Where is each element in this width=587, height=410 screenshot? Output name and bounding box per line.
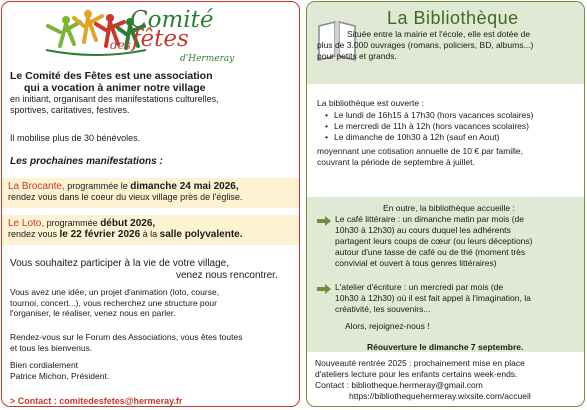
event-loto-date: début 2026, xyxy=(100,218,156,229)
event-brocante xyxy=(8,181,296,203)
forum-paragraph xyxy=(10,332,295,353)
library-intro xyxy=(317,29,577,62)
intro-line-1: Le Comité des Fêtes est une association xyxy=(10,70,213,82)
volunteers-text: Il mobilise plus de 30 bénévoles. xyxy=(10,133,141,143)
event-brocante-location: rendez vous dans le coeur du vieux village près de l'église. xyxy=(8,192,243,202)
participate-line-2: venez nous rencontrer. xyxy=(176,270,278,281)
membership-line-2: couvrant la période de septembre à juillet. xyxy=(317,157,475,167)
intro-heading xyxy=(10,70,295,94)
also-hosts-title: En outre, la bibliothèque accueille : xyxy=(383,203,515,213)
news-text xyxy=(315,358,580,380)
intro-line-2: qui a vocation à animer notre village xyxy=(24,82,206,94)
cafe-litteraire xyxy=(335,214,578,269)
atelier-line-2: 10h30 à 12h30) où il est fait appel à l'imagination, la xyxy=(335,293,531,303)
news-line-1: Nouveauté rentrée 2025 : prochainement mise en place xyxy=(315,358,525,368)
signature-line-2: Patrice Michon, Président. xyxy=(10,370,110,381)
comite-panel xyxy=(1,1,300,407)
event-loto-l2c: à la xyxy=(140,229,160,239)
library-contact xyxy=(315,380,580,402)
atelier-line-3: créativité, les souvenirs... xyxy=(335,304,431,314)
intro-text-line-2: sportives, caritatives, festives. xyxy=(10,105,130,115)
logo-text-hermeray: d'Hermeray xyxy=(180,54,235,64)
idea-line-1: Vous avez une idée, un projet d'animation (loto, course, xyxy=(10,287,220,297)
hours-monday: • Le lundi de 16h15 à 17h30 (hors vacances scolaires) xyxy=(325,110,580,121)
event-loto-name: Le Loto, xyxy=(8,218,45,229)
cafe-line-1: Le café littéraire : un dimanche matin par mois (de xyxy=(335,214,524,224)
event-loto-l2d: salle polyvalente. xyxy=(159,229,243,240)
library-intro-line-1: Située entre la mairie et l'école, elle est dotée de xyxy=(347,29,531,39)
intro-text xyxy=(10,94,295,116)
forum-line-2: et tous les bienvenus. xyxy=(10,342,93,353)
idea-line-2: tournoi, concert...), vous recherchez une structure pour xyxy=(10,297,217,308)
join-us-text: Alors, rejoignez-nous ! xyxy=(345,321,430,331)
logo-text-des: des xyxy=(110,38,131,52)
event-loto-l2b: le 22 février 2026 xyxy=(59,229,141,240)
library-panel xyxy=(306,1,585,407)
cafe-line-3: partagent leurs coups de cœur (ou leurs déceptions) xyxy=(335,236,533,246)
library-title: La Bibliothèque xyxy=(387,8,519,28)
hours-sunday: • Le dimanche de 10h30 à 12h (sauf en Aout) xyxy=(325,132,580,143)
event-loto xyxy=(8,218,296,240)
opening-hours-list xyxy=(325,110,580,143)
event-loto-l2a: rendez vous xyxy=(8,229,60,239)
event-brocante-mid: programmée le xyxy=(64,181,131,191)
library-contact-website[interactable]: https://bibliothequehermeray.wixsite.com/accueil xyxy=(349,391,531,401)
arrow-right-icon xyxy=(317,284,331,294)
library-contact-email[interactable]: Contact : bibliotheque.hermeray@gmail.com xyxy=(315,380,483,390)
reopening-text: Réouverture le dimanche 7 septembre. xyxy=(367,342,524,352)
news-line-2: d'ateliers lecture pour les enfants certains week-ends. xyxy=(315,369,518,379)
cafe-line-2: 10h30 à 12h30) au cours duquel les adhérents xyxy=(335,225,511,235)
hours-wednesday: • Le mercredi de 11h à 12h (hors vacances scolaires) xyxy=(325,121,580,132)
upcoming-events-title: Les prochaines manifestations : xyxy=(10,156,163,167)
membership-line-1: moyennant une cotisation annuelle de 10 € par famille, xyxy=(317,146,524,156)
event-brocante-name: La Brocante, xyxy=(8,181,65,192)
membership-text xyxy=(317,146,577,168)
cafe-line-4: autour d'une tasse de café ou de thé (moment très xyxy=(335,247,526,257)
logo-text-comite: Comité xyxy=(130,7,214,33)
participate-line-1: Vous souhaitez participer à la vie de votre village, xyxy=(10,258,230,269)
opening-title: La bibliothèque est ouverte : xyxy=(317,98,424,108)
library-intro-line-3: pour petits et grands. xyxy=(317,51,397,61)
signature-line-1: Bien cordialement xyxy=(10,360,79,370)
arrow-right-icon xyxy=(317,216,331,226)
idea-line-3: l'organiser, le réaliser, venez nous en parler. xyxy=(10,308,176,318)
library-intro-line-2: plus de 3.000 ouvrages (romans, policiers, BD, albums...) xyxy=(317,40,534,50)
idea-paragraph xyxy=(10,287,295,319)
event-loto-mid: programmée xyxy=(44,218,101,228)
signature xyxy=(10,360,295,381)
atelier-line-1: L'atelier d'écriture : un mercredi par mois (de xyxy=(335,282,504,292)
cafe-line-5: convivial et ouvert à tous genres littéraires) xyxy=(335,258,497,268)
intro-text-line-1: en initiant, organisant des manifestations culturelles, xyxy=(10,94,219,104)
event-brocante-date: dimanche 24 mai 2026, xyxy=(130,181,239,192)
forum-line-1: Rendez-vous sur le Forum des Associations, vous êtes toutes xyxy=(10,332,243,342)
comite-contact-link[interactable]: > Contact : comitedesfetes@hermeray.fr xyxy=(10,396,183,406)
logo-text-fetes: fêtes xyxy=(132,26,189,52)
atelier-ecriture xyxy=(335,282,578,315)
